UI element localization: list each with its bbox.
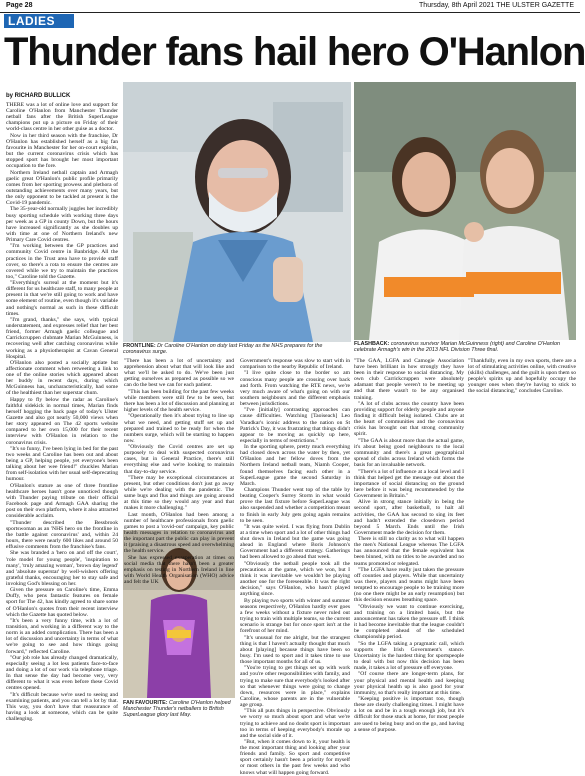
- article-paragraph: She has expressed exasperation at times on social media that there hasn't been a greater emphasis on testing in Northern Ireland in line with World Health Organisation (WHO) advice and felt the UK: [124, 554, 234, 586]
- article-paragraph: In the sporting sphere, pretty much everything had closed down across the water by then, yet O'Hanlon and her fellow doves from the Northern Ireland netball team, Niamh Cooper, found themselves facing each other in a SuperLeague game the second Saturday in March.: [240, 444, 350, 487]
- article-paragraph: "Obviously the netball people took all the precautions at the game, which we won, but I think it was inevitable we wouldn't be playing another one for the foreseeable. It was the right decision," says O'Hanlon, who hasn't played anything since.: [240, 560, 350, 598]
- article-paragraph: "But, when it comes down to it, your health is the most important thing and looking after your friends and family. So sport and competitive sport certainly hasn't been a priority for myself or most others in the past few weeks and who knows what will happen going forward.: [240, 739, 350, 776]
- article-paragraph: "A lot of clubs across the country have been providing support for elderly people and anyone finding it difficult being isolated. Clubs are at the heart of communities and the coronavirus crisis has brought out that strong community spirit.: [354, 400, 464, 438]
- article-paragraph: Given the pressure on Caroline's time, Emma Duffy, who pens fantastic features on female sport for The 42, has kindly agreed to share some of O'Hanlon's quotes from their recent interview which the Gazette has quoted below.: [6, 587, 118, 618]
- article-paragraph: "It's unusual for me alright, but the strangest thing is that I haven't actually thought that much about [playing] because things have been so busy. I'm used to sport and it takes time to use those important months for all of us.: [240, 634, 350, 665]
- article-paragraph: Champions Thunder went top of the table by beating Cooper's Surrey Storm in what would prove the last fixture before SuperLeague was also suspended and whether a competition meant to finish in early July gets going again remains to be seen.: [240, 487, 350, 524]
- article-paragraph: "There's a lot of influence at a local level and I think that helped get the message out about the importance of social distancing on the ground here before it was being recommended by the Government in Britain.": [354, 468, 464, 499]
- headline: Thunder fans hail hero O'Hanlon: [4, 30, 585, 74]
- section-label: LADIES: [4, 14, 74, 28]
- article-paragraph: "This all puts things in perspective. Obviously we worry so much about sport and what we're trying to achieve and no doubt sport is important too in terms of keeping everybody's morale up and the social side of it.: [240, 708, 350, 739]
- frontline-caption-text: Dr Caroline O'Hanlon on duty last Friday as the NHS prepares for the coronavirus surge.: [123, 343, 323, 355]
- article-paragraph: "There may be exceptional circumstances at present, but other conditions don't just go away while we're dealing with the pandemic. The same bugs and flus and things are going around at this time so they would any year and that makes it more challenging.": [124, 474, 234, 512]
- article-paragraph: "I'm grand, thanks," she says, with typical understatement, and expresses relief that her best friend, former Armagh gaelic colleague and Carrickcruppen clubmate Marian McGuinness, is recovering well after catching coronavirus while working as a physiotherapist at Cavan General Hospital.: [6, 317, 118, 360]
- article-paragraph: "The GAA, LGFA and Camogie Association have been brilliant in how strongly they have been in their response to social distancing. My own club Carrickcruppen were absolutely adamant that people weren't to be meeting up and that there wasn't to be any organised training.: [354, 358, 464, 401]
- article-column-2: [124, 358, 234, 730]
- fan-favourite-caption-text: Caroline O'Hanlon helped Manchester Thunder's netballers to British SuperLeague glory last May.: [123, 700, 231, 718]
- article-column-4: [354, 358, 464, 733]
- article-paragraph: "The LGFA have really just taken the pressure off counties and players. While that uncertainty was there, players and teams might have been tempted to encourage people to be training more (no one there might be an early resumption) but this decision ensures breathing space.: [354, 566, 464, 604]
- page-header: [0, 0, 580, 13]
- frontline-caption: [123, 343, 351, 355]
- article-paragraph: "Thankfully, even in my own sports, there are a lot of stimulating activities online, with creative (skills) challenges, and the guilt is upon them so people's spirits up and hopefully occupy the younger ones when they're having to stick to the social distancing," concludes Caroline.: [468, 358, 576, 395]
- frontline-photo: [123, 82, 351, 342]
- article-paragraph: Last month, O'Hanlon had been among a number of healthcare professionals from gaelic games to post a 'covid-out' campaign, key public health messages in relation to coronavirus and the important part the public can play in prevent it (praising a disastrous speed and overwhelming the health service.: [124, 511, 234, 555]
- article-paragraph: Government's response was slow to start with in comparison to the nearby Republic of Ireland.: [240, 358, 350, 371]
- article-paragraph: "Obviously we want to continue exercising, and training on a limited basis, but the announcement has taken the pressure off. I think it had become inevitable that the league couldn't be completed ahead of the scheduled championship period.: [354, 603, 464, 641]
- fan-favourite-caption-label: FAN FAVOURITE:: [123, 700, 168, 706]
- article-paragraph: "Thunder described the Bessbrook sportswoman as an 'NHS hero on the frontline in the battle against coronavirus' and, within 24 hours, there were nearly 600 likes and around 50 effusive comments from the franchise's fans.: [6, 519, 118, 551]
- article-paragraph: "This has been building for the past few weeks while members were still few to be seen, but there has been a lot of discussion and planning at higher levels of the health service.: [124, 388, 234, 414]
- article-paragraph: "Everything's surreal at the moment but it's different for us healthcare staff, to many people at present in that we're still going to work and have some element of routine, even though it's variable and nothing's normal as such in these difficult times.: [6, 280, 118, 317]
- article-paragraph: Northern Ireland netball captain and Armagh gaelic great O'Hanlon's public profile primarily comes from her sporting prowess and plethora of outstanding achievements over many years, but the only opponent to be tackled at present is the Covid-19 pandemic.: [6, 169, 118, 207]
- article-paragraph: Alive in strong stance initially in being the second sport, after basketball, to halt all activities, the GAA has second to sing its feet and hadn't extended the closedown period beyond 5 March. Ends until the Irish Government made the decision for them.: [354, 499, 464, 536]
- article-paragraph: THERE was a lot of online love and support for Caroline O'Hanlon from Manchester Thunder netball fans after the British SuperLeague champions put up a picture on Friday of their world-class centre in her other guise as a doctor.: [6, 102, 118, 133]
- page-number: Page 28: [6, 2, 33, 9]
- flashback-photo-art: [354, 82, 576, 340]
- article-paragraph: "It's been a very funny time, with a lot of transition, and working in a different way to the norm is an added complication. There has been a lot of discussion and uncertainty in terms of what we're going to see and how things going forward," reflected Caroline.: [6, 618, 118, 655]
- article-paragraph: "It's difficult because we're used to seeing and examining patients, and you can tell a lot by that. This way, you don't have that reassurance of having a look at someone, which can be quite challenging.: [6, 691, 118, 723]
- article-paragraph: "You're trying to get things set up with work and you're other responsibilities with family, and trying to make sure that everybody's looked after so that whenever things were going to change down, resources were in place," explains Caroline, whose parents are in the vulnerable age group.: [240, 665, 350, 708]
- article-paragraph: "So the LGFA taking a pragmatic call, which supports the Irish Government's stance. Uncertainty is the hardest thing for sportspeople to deal with but now this decision has been made, it takes a lot of pressure off everyone.: [354, 640, 464, 672]
- article-column-5: [468, 358, 576, 730]
- flashback-caption: [354, 341, 576, 353]
- frontline-photo-art: [123, 82, 351, 342]
- flashback-caption-text: coronavirus survivor Marian McGuinness (right) and Caroline O'Hanlon celebrate Armagh's win in the 2013 NFL Division Three final.: [354, 341, 560, 353]
- article-paragraph: "Obviously the Covid centres are set up purposely to deal with suspected coronavirus cases, but in General Practice, there's still everything else and we're looking to maintain that day-to-day service.: [124, 444, 234, 475]
- article-paragraph: "I'm working between the GP practices and community Covid centre in Banbridge. All the practices in the Trust area have to provide staff cover, so there's a rota to ensure the centres are covered while we try to maintain the practices too," Caroline told the Gazette.: [6, 243, 118, 280]
- article-paragraph: "Our job role has already changed dramatically, especially seeing a lot less patients face-to-face and doing a lot of our work via telephone triage. In that sense the day had become very, very different to what it was even before these Covid centres opened.: [6, 654, 118, 692]
- flashback-caption-label: FLASHBACK:: [354, 341, 390, 347]
- article-paragraph: Happy to fly below the radar as Caroline's faithful sidekick in normal times, Marian finds herself hogging the back page of today's Ulster Gazette and also got nearly 50,000 views when her story appeared on The 42 sports website compared to her own 15,000 for their recent interview with O'Hanlon in relation to the coronavirus crisis.: [6, 396, 118, 446]
- issue-date: Thursday, 8th April 2021 THE ULSTER GAZETTE: [419, 2, 574, 9]
- article-column-3: [240, 358, 350, 776]
- article-paragraph: "There has been a lot of uncertainty and apprehension about what that will look like and what we'll be asked to do. We've been just getting ourselves as prepared as possible so we can do the best we can for each patient.: [124, 358, 234, 389]
- article-paragraph: "I've [initially] contrasting approaches can cause difficulties. Watching [Taoiseach] Leo Varadkar's iconic address to the nation on St Patrick's Day, it was frustrating that things didn't appear to be moving as quickly up here, especially in terms of restrictions.": [240, 407, 350, 444]
- frontline-caption-label: FRONTLINE:: [123, 343, 156, 349]
- article-paragraph: "Operationally then it's about trying to line up what we need, and getting stuff set up and prepared and trained to be ready for when the numbers surge, which will be starting to happen now.: [124, 413, 234, 444]
- article-paragraph: "I live quite close to the border so am conscious many people are crossing over back and forth. From watching the RTE news, we're very much aware of what's going on with our southern neighbours and the different emphasis between jurisdictions.: [240, 370, 350, 407]
- article-paragraph: "It was quite weird. I was flying from Dublin at a time when sport and a lot of other things had shut down in Ireland but the game was going ahead in England where Boris Johnson's Government had a different strategy. Gatherings had been allowed to go ahead that week.: [240, 524, 350, 561]
- article-paragraph: "Keeping positive is important too, though these are clearly challenging times. I might have a lot on and be in a tough enough job, but it's difficult for those stuck at home, for most people are used to being busy and on the go, and having a sense of purpose.: [354, 696, 464, 733]
- article-column-1: [6, 102, 118, 730]
- article-paragraph: "It's so funny, I've been lying in bed for the past two weeks and Caroline has been out and about being a GP, helping people, yet everyone's been talking about her wee friend!" chuckles Marian from self-isolation with her usual self-deprecating humour.: [6, 445, 118, 483]
- article-paragraph: O'Hanlon's stature as one of three frontline healthcare heroes hasn't gone unnoticed though with Thunder paying tribute on their official Facebook page and Armagh GAA sharing the post on their own platform, where it also attracted considerable acclaim.: [6, 482, 118, 520]
- flashback-photo: [354, 82, 576, 340]
- article-paragraph: By playing two sports with winter and summer seasons respectively, O'Hanlon hardly ever goes a few weeks without a fixture never ruled out trying to train with multiple teams, so the current scenario is strange but for once sport isn't at the forefront of her mind.: [240, 597, 350, 635]
- article-paragraph: There is still no clarity as to what will happen the men's National League whereas The LGFA has announced that the female equivalent has been binned, with no titles to be awarded and no teams promoted or relegated.: [354, 536, 464, 567]
- article-paragraph: O'Hanlon also posted a socially aptiate but affectionate comment when retweeting a link to one of the online stories which appeared about her buddy in recent days, during which McGuinness has, uncharacteristically, had some of the healthiest than her superstar chum.: [6, 360, 118, 397]
- article-paragraph: "The GAA is about more than the actual game, it's about being good neighbours to the local community and there's a great geographical spread of clubs across Ireland which forms the basis for an invaluable network.: [354, 437, 464, 469]
- article-paragraph: Now in her third season with the franchise, Dr O'Hanlon has established herself as a big fan favourite in Manchester for her on-court exploits, but the current coronavirus crisis which has stopped sport has brought her most important occupation to the fore.: [6, 132, 118, 170]
- article-paragraph: "Of course there are longer-term plans, for your physical and mental health and keeping your physical health up is also good for your immunity, so that's really important at this time.: [354, 671, 464, 696]
- article-paragraph: The 35-year-old normally juggles her incredibly busy sporting schedule with working three days per week as a GP in county Down, but the hours have increased significantly as she doubles up with time at one of Northern Ireland's new Primary Care Covid centres.: [6, 206, 118, 243]
- article-paragraph: She was branded a 'hero on and off the court', 'role model for young people', 'inspiration to many', 'truly amazing woman', 'brown day legend' and 'absolute superstar' by well-wishers offering grateful thanks, encouraging her to stay safe and invoking God's blessing on her.: [6, 550, 118, 587]
- byline: by RICHARD BULLICK: [6, 93, 71, 99]
